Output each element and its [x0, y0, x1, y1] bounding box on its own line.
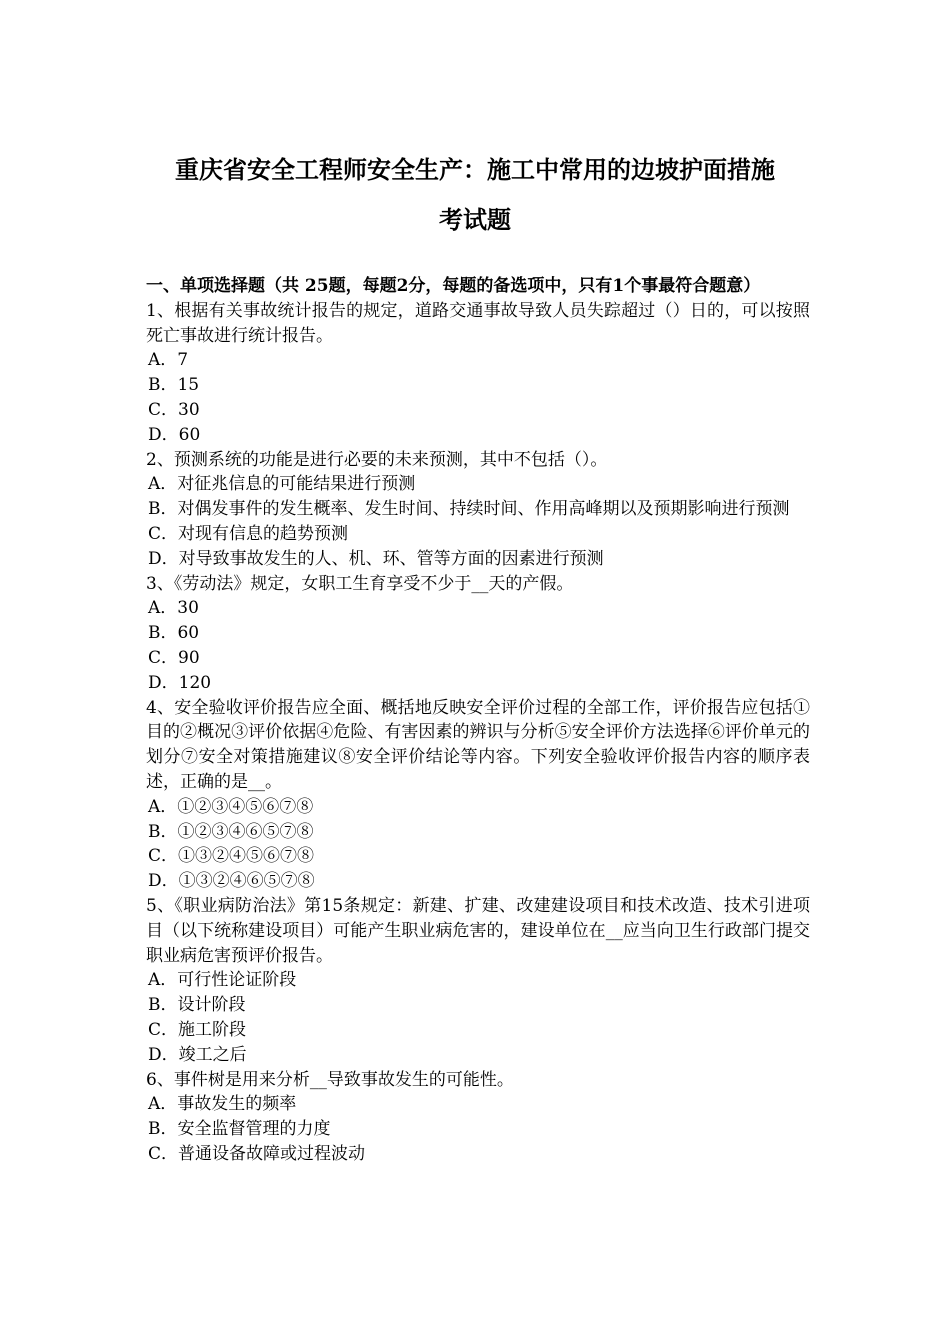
document-title-line-1: 重庆省安全工程师安全生产：施工中常用的边坡护面措施: [175, 155, 775, 184]
option-c: C．施工阶段: [148, 1019, 247, 1040]
option-a: A．事故发生的频率: [148, 1094, 297, 1115]
option-d: D．对导致事故发生的人、机、环、管等方面的因素进行预测: [148, 548, 604, 569]
option-a: A．对征兆信息的可能结果进行预测: [148, 474, 416, 495]
option-d: D．竣工之后: [148, 1044, 247, 1065]
option-b: B．①②③④⑥⑤⑦⑧: [148, 821, 314, 842]
option-b: B．安全监督管理的力度: [148, 1119, 331, 1140]
option-a: A．可行性论证阶段: [148, 970, 297, 991]
question-4: [146, 696, 810, 894]
question-2: [146, 448, 810, 572]
document-body: [146, 274, 810, 1167]
question-1: [146, 299, 810, 448]
option-c: C．对现有信息的趋势预测: [148, 523, 349, 544]
option-c: C．普通设备故障或过程波动: [148, 1143, 366, 1164]
question-stem: 5、《职业病防治法》第15条规定：新建、扩建、改建建设项目和技术改造、技术引进项目（以下统称建设项目）可能产生职业病危害的，建设单位在__应当向卫生行政部门提交职业病危害预评价报告。: [146, 895, 810, 966]
option-c: C．90: [148, 647, 200, 668]
option-b: B．60: [148, 623, 200, 644]
option-a: A．①②③④⑤⑥⑦⑧: [148, 796, 314, 817]
question-stem: 3、《劳动法》规定，女职工生育享受不少于__天的产假。: [146, 573, 574, 594]
option-d: D．①③②④⑥⑤⑦⑧: [148, 871, 315, 892]
question-stem: 4、安全验收评价报告应全面、概括地反映安全评价过程的全部工作，评价报告应包括①目的②概况③评价依据④危险、有害因素的辨识与分析⑤安全评价方法选择⑥评价单元的划分⑦安全对策措施建议⑧安全评价结论等内容。下列安全验收评价报告内容的顺序表述，正确的是__。: [146, 697, 810, 792]
option-c: C．30: [148, 399, 200, 420]
question-stem: 6、事件树是用来分析__导致事故发生的可能性。: [146, 1069, 514, 1090]
question-5: [146, 894, 810, 1068]
option-b: B．15: [148, 375, 200, 396]
document-title-line-2: 考试题: [439, 205, 511, 234]
question-6: [146, 1068, 810, 1167]
option-c: C．①③②④⑤⑥⑦⑧: [148, 846, 315, 867]
option-d: D．120: [148, 672, 212, 693]
option-b: B．设计阶段: [148, 995, 246, 1016]
option-a: A．7: [148, 350, 189, 371]
option-d: D．60: [148, 424, 201, 445]
option-b: B．对偶发事件的发生概率、发生时间、持续时间、作用高峰期以及预期影响进行预测: [148, 499, 790, 520]
section-heading: 一、单项选择题（共 25题，每题2分，每题的备选项中，只有1个事最符合题意）: [146, 276, 761, 296]
question-stem: 1、根据有关事故统计报告的规定，道路交通事故导致人员失踪超过（）日的，可以按照死亡事故进行统计报告。: [146, 300, 810, 346]
question-3: [146, 572, 810, 696]
question-stem: 2、预测系统的功能是进行必要的未来预测，其中不包括（）。: [146, 449, 608, 470]
option-a: A．30: [148, 598, 199, 619]
